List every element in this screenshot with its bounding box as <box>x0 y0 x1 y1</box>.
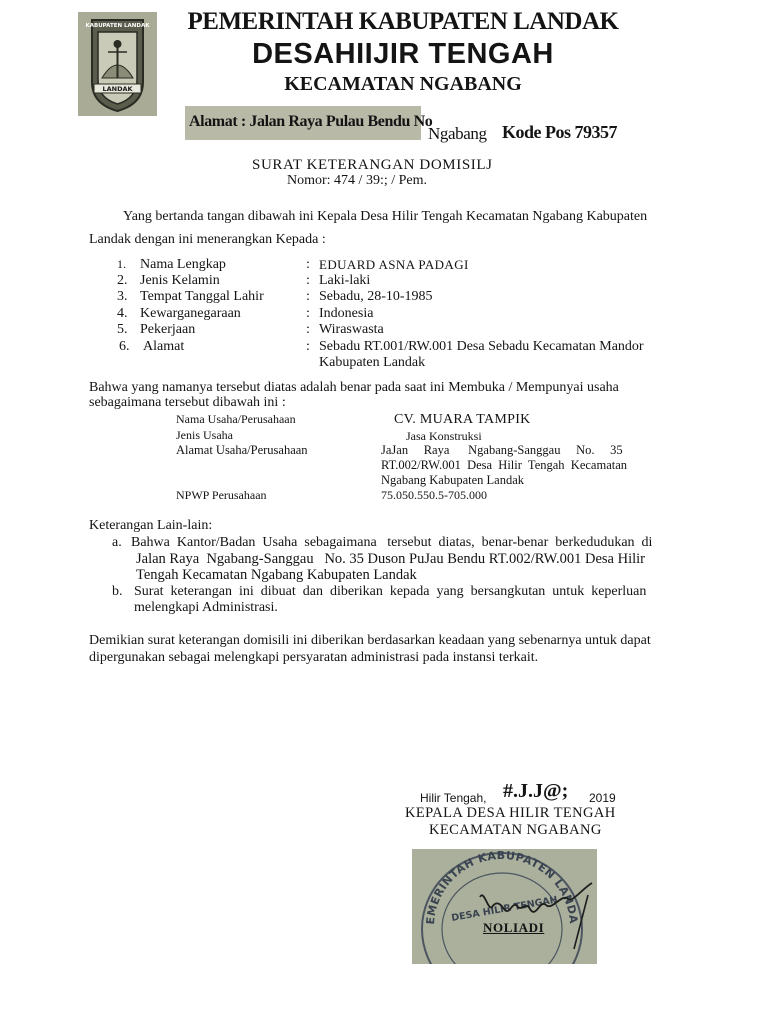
row-label: Pekerjaan <box>140 322 196 337</box>
stamp-outer-text: EMERINTAH KABUPATEN LANDA <box>423 849 581 926</box>
row-separator: : <box>306 306 310 321</box>
note-b-marker: b. <box>112 584 123 599</box>
note-b-line-1: Surat keterangan ini dibuat dan diberikan kepada yang bersangkutan untuk keperluan <box>134 584 647 599</box>
business-address-label: Alamat Usaha/Perusahaan <box>176 443 308 457</box>
business-name-label: Nama Usaha/Perusahaan <box>176 412 296 426</box>
row-number: 3. <box>117 289 128 304</box>
note-a-marker: a. <box>112 535 122 550</box>
signature-day: #.J.J@; <box>503 780 569 802</box>
note-b-line-2: melengkapi Administrasi. <box>134 600 278 615</box>
business-intro-line-2: sebagaimana tersebut dibawah ini : <box>89 395 286 410</box>
signature-position-1: KEPALA DESA HILIR TENGAH <box>405 805 616 821</box>
logo-banner: LANDAK <box>102 85 133 93</box>
row-separator: : <box>306 257 310 272</box>
signatory-name: NOLIADI <box>483 920 545 935</box>
closing-line-2: dipergunakan sebagai melengkapi persyaratan administrasi pada instansi terkait. <box>89 650 539 665</box>
business-address-line-3: Ngabang Kabupaten Landak <box>381 473 524 487</box>
letterhead-district: KECAMATAN NGABANG <box>284 73 522 95</box>
row-label: Alamat <box>143 339 185 354</box>
row-number: 4. <box>117 306 128 321</box>
signature-position-2: KECAMATAN NGABANG <box>429 822 602 838</box>
signature-year: 2019 <box>589 791 616 805</box>
row-value-continued: Kabupaten Landak <box>319 355 426 370</box>
notes-heading: Keterangan Lain-lain: <box>89 518 213 533</box>
letterhead-postal: Kode Pos 79357 <box>502 122 618 142</box>
row-number: 5. <box>117 322 128 337</box>
row-value: Sebadu, 28-10-1985 <box>319 289 433 304</box>
document-title: SURAT KETERANGAN DOMISILJ <box>252 157 493 173</box>
row-label: Kewarganegaraan <box>140 306 241 321</box>
business-address-line-2: RT.002/RW.001 Desa Hilir Tengah Kecamatan <box>381 458 628 472</box>
document-number: Nomor: 474 / 39:; / Pem. <box>287 173 427 188</box>
letterhead-government: PEMERINTAH KABUPATEN LANDAK <box>187 8 619 35</box>
row-separator: : <box>306 339 310 354</box>
business-type-label: Jenis Usaha <box>176 428 233 442</box>
row-label: Jenis Kelamin <box>140 273 220 288</box>
letterhead-city: Ngabang <box>428 124 487 143</box>
intro-line-1: Yang bertanda tangan dibawah ini Kepala Desa Hilir Tengah Kecamatan Ngabang Kabupaten <box>123 209 648 224</box>
stamp-inner-text: DESA HILIR TENGAH <box>450 894 559 924</box>
official-stamp <box>412 849 597 964</box>
closing-line-1: Demikian surat keterangan domisili ini diberikan berdasarkan keadaan yang sebenarnya untuk dapat <box>89 633 651 648</box>
row-value: Sebadu RT.001/RW.001 Desa Sebadu Kecamatan Mandor <box>319 339 644 354</box>
row-label: Nama Lengkap <box>140 257 226 272</box>
business-intro-line-1: Bahwa yang namanya tersebut diatas adalah benar pada saat ini Membuka / Mempunyai usaha <box>89 380 619 395</box>
letterhead-address: Alamat : Jalan Raya Pulau Bendu No <box>189 113 433 130</box>
signature-place: Hilir Tengah, <box>420 791 487 805</box>
intro-line-2: Landak dengan ini menerangkan Kepada : <box>89 232 326 247</box>
npwp-label: NPWP Perusahaan <box>176 488 267 502</box>
regency-logo <box>78 12 157 116</box>
logo-label: KABUPATEN LANDAK <box>85 23 150 29</box>
row-label: Tempat Tanggal Lahir <box>140 289 264 304</box>
row-number: 6. <box>119 339 130 354</box>
row-value: Indonesia <box>319 306 374 321</box>
row-value: Wiraswasta <box>319 322 384 337</box>
note-a-line-3: Tengah Kecamatan Ngabang Kabupaten Landak <box>136 567 417 583</box>
row-separator: : <box>306 289 310 304</box>
note-a-line-1: Bahwa Kantor/Badan Usaha sebagaimana tersebut diatas, benar-benar berkedudukan di <box>131 535 653 550</box>
letterhead-village: DESAHIIJIR TENGAH <box>252 38 554 70</box>
row-separator: : <box>306 273 310 288</box>
business-name-value: CV. MUARA TAMPIK <box>394 412 531 427</box>
stamp-seal-icon <box>412 849 597 964</box>
row-value: Laki-laki <box>319 273 371 288</box>
business-address-line-1: JaJan Raya Ngabang-Sanggau No. 35 <box>381 443 623 457</box>
business-type-value: Jasa Konstruksi <box>406 429 482 443</box>
npwp-value: 75.050.550.5-705.000 <box>381 488 487 502</box>
row-number: 1. <box>117 257 126 271</box>
note-a-line-2: Jalan Raya Ngabang-Sanggau No. 35 Duson PuJau Bendu RT.002/RW.001 Desa Hilir <box>136 551 645 567</box>
row-value: EDUARD ASNA PADAGI <box>319 257 469 272</box>
regency-emblem-icon <box>78 12 157 116</box>
row-separator: : <box>306 322 310 337</box>
row-number: 2. <box>117 273 128 288</box>
